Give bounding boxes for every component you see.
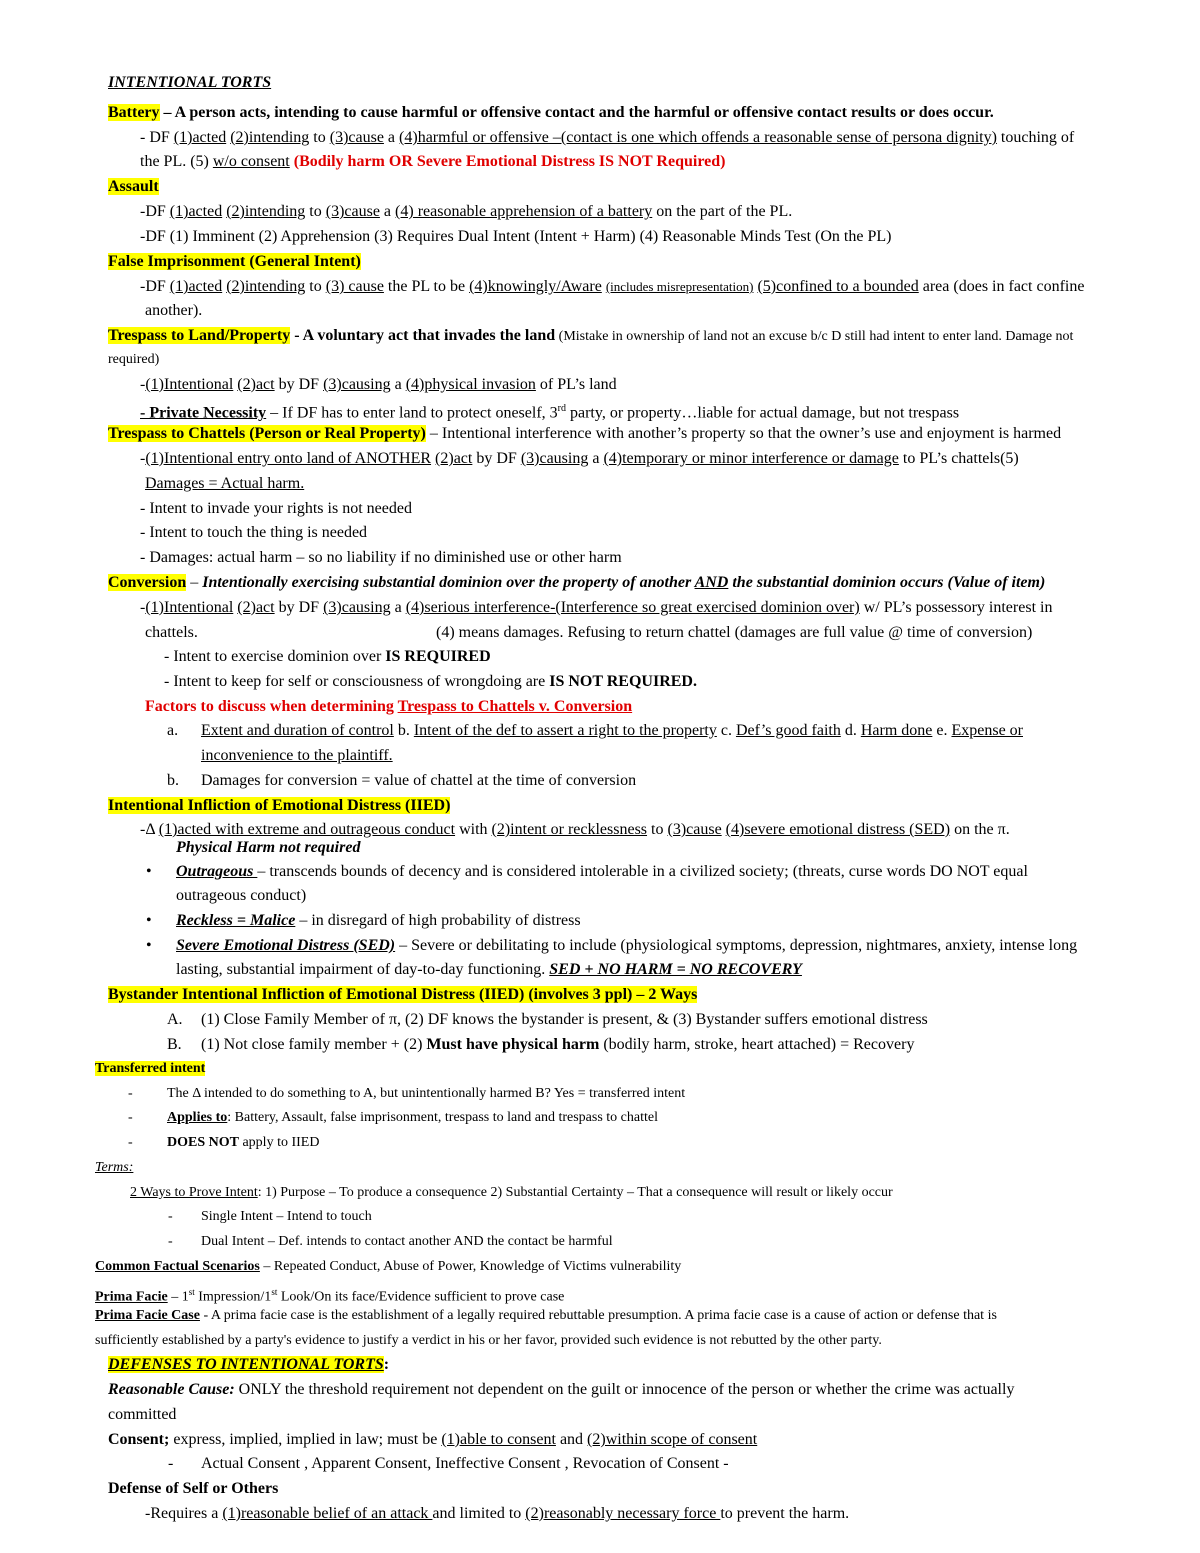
- element: (2)intending: [226, 203, 306, 220]
- conversion-definition: the substantial dominion occurs (Value of item): [728, 574, 1046, 591]
- term: Reckless = Malice: [176, 912, 296, 929]
- battery-heading: Battery: [108, 104, 160, 121]
- iied-outrageous-continued: outrageous conduct): [176, 887, 307, 904]
- element-harmful: (4)harmful or offensive –(contact is one which offends a reasonable sense of persona dignity): [399, 129, 997, 146]
- text: touching of: [996, 129, 1075, 146]
- factor: Extent and duration of control: [201, 722, 394, 739]
- term: 2 Ways to Prove Intent: [130, 1185, 258, 1200]
- list-dash: -: [128, 1110, 133, 1125]
- list-dash: -: [168, 1209, 173, 1224]
- term: Prima Facie Case: [95, 1308, 200, 1323]
- element-acted: (1)acted: [173, 129, 227, 146]
- text: a: [379, 203, 396, 220]
- text: : Battery, Assault, false imprisonment, trespass to land and trespass to chattel: [227, 1110, 658, 1125]
- trespass-chattels-definition: – Intentional interference with another’s property so that the owner’s use and enjoyment is harmed: [425, 425, 1062, 442]
- terms-heading: Terms:: [95, 1160, 134, 1175]
- element: (1)reasonable belief of an attack: [222, 1505, 433, 1522]
- conversion-heading: Conversion: [108, 574, 187, 591]
- text: - Intent to exercise dominion over: [164, 648, 386, 665]
- text: area (does in fact confine: [918, 278, 1085, 295]
- text: –: [186, 574, 203, 591]
- bullet-icon: •: [146, 863, 152, 880]
- text: – If DF has to enter land to protect oneself, 3: [266, 404, 558, 422]
- element: (1)Intentional: [145, 376, 234, 393]
- trespass-land-note: (Mistake in ownership of land not an excuse b/c D still had intent to enter land. Damage not: [555, 329, 1074, 344]
- text: -DF: [140, 278, 170, 295]
- false-imprisonment-heading-line: [108, 251, 361, 273]
- page-title: INTENTIONAL TORTS: [108, 74, 272, 91]
- text: (1) Not close family member + (2): [201, 1036, 427, 1053]
- text: -Δ: [140, 821, 159, 838]
- conversion-intent-line: [164, 646, 491, 668]
- list-marker: b.: [167, 772, 179, 789]
- terms-dual-intent: Dual Intent – Def. intends to contact another AND the contact be harmful: [201, 1234, 613, 1249]
- emphasis: IS NOT REQUIRED.: [549, 673, 697, 690]
- conversion-definition: Intentionally exercising substantial dominion over the property of another: [202, 574, 695, 591]
- element: (1)acted: [169, 203, 223, 220]
- text: – 1: [167, 1289, 189, 1305]
- factor: Harm done: [860, 722, 933, 739]
- element-cause: (3)cause: [329, 129, 384, 146]
- private-necessity-line: [140, 398, 959, 424]
- text: – transcends bounds of decency and is considered intolerable in a civilized society; (threats, curse words DO NOT equal: [257, 863, 1028, 880]
- term: Outrageous: [176, 863, 258, 880]
- factor: Intent of the def to assert a right to the property: [413, 722, 717, 739]
- factor: Def’s good faith: [735, 722, 841, 739]
- assault-elements-line: [140, 201, 792, 223]
- text: to: [305, 203, 326, 220]
- iied-sed-continued: [176, 959, 802, 981]
- iied-physical-harm-note: Physical Harm not required: [176, 839, 361, 856]
- list-dash: -: [128, 1135, 133, 1150]
- element: (2)act: [237, 376, 275, 393]
- term: Applies to: [167, 1110, 228, 1125]
- bystander-way-b: [201, 1034, 914, 1056]
- element: (3)cause: [667, 821, 722, 838]
- text: by DF: [274, 599, 324, 616]
- element: (4)serious interference-(Interference so great exercised dominion over): [405, 599, 860, 616]
- element: (2)act: [237, 599, 275, 616]
- text: :: [383, 1356, 390, 1373]
- text: -: [140, 450, 146, 467]
- text: apply to IIED: [238, 1135, 320, 1150]
- superscript: rd: [557, 403, 566, 414]
- text: e.: [932, 722, 952, 739]
- element: (4)knowingly/Aware: [469, 278, 602, 295]
- element: (3)causing: [520, 450, 589, 467]
- text: a: [588, 450, 604, 467]
- list-marker: B.: [167, 1036, 182, 1053]
- factors-subject: Trespass to Chattels v. Conversion: [397, 698, 633, 715]
- trespass-land-elements-line: [140, 374, 617, 396]
- element: (2)act: [435, 450, 473, 467]
- text: (bodily harm, stroke, heart attached) = Recovery: [599, 1036, 915, 1053]
- conversion-damages-note: (4) means damages. Refusing to return chattel (damages are full value @ time of conversion): [436, 624, 1033, 641]
- text: a: [390, 376, 406, 393]
- battery-note: (Bodily harm OR Severe Emotional Distress IS NOT Required): [293, 153, 726, 170]
- element: (4)physical invasion: [405, 376, 536, 393]
- text: and limited to: [432, 1505, 526, 1522]
- trespass-chattels-damages: Damages = Actual harm.: [145, 475, 305, 492]
- text: the PL to be: [383, 278, 470, 295]
- text: ONLY the threshold requirement not dependent on the guilt or innocence of the person or whether the crime was actually: [234, 1381, 1015, 1398]
- text: - A prima facie case is the establishment of a legally required rebuttable presumption. A prima facie case is a cause of action or defense that is: [199, 1308, 997, 1323]
- defense-of-self-heading: Defense of Self or Others: [108, 1480, 279, 1497]
- text: – Repeated Conduct, Abuse of Power, Knowledge of Victims vulnerability: [259, 1259, 682, 1274]
- bystander-heading: Bystander Intentional Infliction of Emotional Distress (IIED) (involves 3 ppl) – 2 Ways: [108, 986, 698, 1003]
- text: express, implied, implied in law; must be: [169, 1431, 442, 1448]
- transferred-line: [167, 1132, 319, 1154]
- list-dash: -: [128, 1086, 133, 1101]
- prima-facie-case-line: [95, 1305, 997, 1327]
- conversion-intent-line: [164, 671, 697, 693]
- iied-heading: Intentional Infliction of Emotional Distress (IIED): [108, 797, 451, 814]
- trespass-chattels-heading-line: [108, 423, 1061, 445]
- text: – in disregard of high probability of distress: [295, 912, 581, 929]
- element: (2)reasonably necessary force: [525, 1505, 721, 1522]
- conversion-chattels: chattels.: [145, 624, 198, 641]
- term: Consent;: [108, 1431, 170, 1448]
- superscript: st: [188, 1287, 195, 1297]
- conversion-heading-line: [108, 572, 1045, 594]
- term: Severe Emotional Distress (SED): [176, 937, 396, 954]
- trespass-land-heading: Trespass to Land/Property: [108, 327, 291, 344]
- emphasis: DOES NOT: [167, 1135, 239, 1150]
- terms-single-intent: Single Intent – Intend to touch: [201, 1209, 372, 1224]
- element: (4)severe emotional distress (SED): [725, 821, 951, 838]
- text: c.: [716, 722, 736, 739]
- text: by DF: [472, 450, 521, 467]
- iied-sed-line: [176, 935, 1077, 957]
- text: a: [390, 599, 406, 616]
- bullet-icon: •: [146, 937, 152, 954]
- text: of PL’s land: [535, 376, 617, 393]
- factor: Expense or: [951, 722, 1023, 739]
- transferred-line: The Δ intended to do something to A, but unintentionally harmed B? Yes = transferred intent: [167, 1086, 686, 1101]
- text: Factors to discuss when determining: [145, 698, 398, 715]
- text: -Requires a: [145, 1505, 223, 1522]
- element: (1)acted: [169, 278, 223, 295]
- text: Look/On its face/Evidence sufficient to prove case: [277, 1289, 565, 1305]
- text: to prevent the harm.: [720, 1505, 850, 1522]
- battery-elements-line: [140, 127, 1074, 149]
- text: w/ PL’s possessory interest in: [859, 599, 1053, 616]
- defense-of-self-line: [145, 1503, 849, 1525]
- iied-heading-line: [108, 795, 450, 817]
- superscript: st: [271, 1287, 278, 1297]
- battery-definition: – A person acts, intending to cause harmful or offensive contact and the harmful or offensive contact results or does occur.: [159, 104, 994, 121]
- reasonable-cause-continued: committed: [108, 1406, 177, 1423]
- text: to: [647, 821, 668, 838]
- trespass-chattels-point: - Intent to touch the thing is needed: [140, 524, 368, 541]
- defenses-title: DEFENSES TO INTENTIONAL TORTS: [108, 1356, 384, 1373]
- trespass-land-heading-line: [108, 325, 1073, 348]
- element: (2)within scope of consent: [587, 1431, 758, 1448]
- emphasis: IS REQUIRED: [385, 648, 491, 665]
- element-intending: (2)intending: [230, 129, 310, 146]
- trespass-chattels-point: - Intent to invade your rights is not needed: [140, 500, 412, 517]
- text: by DF: [274, 376, 324, 393]
- transferred-intent-heading: Transferred intent: [95, 1061, 206, 1076]
- defenses-title-line: [108, 1354, 389, 1376]
- consent-line: [108, 1429, 757, 1451]
- battery-definition-line: [108, 102, 994, 124]
- element: (3)causing: [323, 376, 391, 393]
- transferred-line: [167, 1107, 658, 1129]
- list-dash: -: [168, 1234, 173, 1249]
- terms-intent-line: [130, 1182, 893, 1204]
- element: (1)able to consent: [441, 1431, 556, 1448]
- false-imprisonment-elements-line: [140, 276, 1084, 298]
- text: with: [455, 821, 492, 838]
- element: (3) cause: [325, 278, 384, 295]
- term: Common Factual Scenarios: [95, 1259, 260, 1274]
- element: (2)intending: [226, 278, 306, 295]
- text: -DF: [140, 203, 170, 220]
- assault-heading-line: [108, 176, 159, 198]
- text: a: [383, 129, 400, 146]
- element: (3)causing: [323, 599, 391, 616]
- conversion-elements-line: [140, 597, 1052, 619]
- prima-facie-case-continued: sufficiently established by a party's evidence to justify a verdict in his or her favor, provided such evidence is not rebutted by the other party.: [95, 1333, 882, 1348]
- element: (1)Intentional: [145, 599, 234, 616]
- false-imprisonment-heading: False Imprisonment (General Intent): [108, 253, 361, 270]
- consent-types: Actual Consent , Apparent Consent, Ineffective Consent , Revocation of Consent -: [201, 1455, 729, 1472]
- text: -: [140, 376, 146, 393]
- element-note: (includes misrepresentation): [605, 279, 754, 294]
- false-imprisonment-continued: another).: [145, 302, 203, 319]
- text: lasting, substantial impairment of day-to-day functioning.: [176, 961, 550, 978]
- bystander-way-a: (1) Close Family Member of π, (2) DF knows the bystander is present, & (3) Bystander suffers emotional distress: [201, 1011, 928, 1028]
- trespass-chattels-elements-line: [140, 448, 1019, 470]
- conversion-and: AND: [694, 574, 729, 591]
- element: (2)intent or recklessness: [491, 821, 648, 838]
- common-factual-scenarios-line: [95, 1256, 681, 1278]
- text: party, or property…liable for actual damage, but not trespass: [566, 404, 960, 422]
- reasonable-cause-line: [108, 1379, 1014, 1401]
- element: (3)cause: [325, 203, 380, 220]
- element: (4) reasonable apprehension of a battery: [395, 203, 653, 220]
- battery-consent-line: [140, 151, 725, 173]
- bystander-heading-line: [108, 984, 697, 1006]
- text: to: [309, 129, 330, 146]
- term: Reasonable Cause:: [108, 1381, 235, 1398]
- term: Prima Facie: [95, 1289, 168, 1305]
- text: – Severe or debilitating to include (physiological symptoms, depression, nightmares, anxiety, intense long: [395, 937, 1078, 954]
- text: on the part of the PL.: [652, 203, 793, 220]
- text: the PL. (5): [140, 153, 213, 170]
- element-consent: w/o consent: [212, 153, 290, 170]
- trespass-land-definition: - A voluntary act that invades the land: [290, 327, 556, 344]
- element: (4)temporary or minor interference or damage: [603, 450, 899, 467]
- list-dash: -: [168, 1455, 174, 1472]
- iied-outrageous-line: [176, 861, 1028, 883]
- text: to PL’s chattels(5): [898, 450, 1019, 467]
- factors-list-item: [201, 720, 1023, 742]
- factors-list-item: Damages for conversion = value of chattel at the time of conversion: [201, 772, 637, 789]
- text: - Intent to keep for self or consciousness of wrongdoing are: [164, 673, 550, 690]
- emphasis: SED + NO HARM = NO RECOVERY: [549, 961, 802, 978]
- text: and: [555, 1431, 588, 1448]
- assault-requirements-line: -DF (1) Imminent (2) Apprehension (3) Requires Dual Intent (Intent + Harm) (4) Reasonable Minds Test (On the PL): [140, 228, 892, 245]
- iied-reckless-line: [176, 910, 581, 932]
- text: to: [305, 278, 326, 295]
- trespass-chattels-point: - Damages: actual harm – so no liability if no diminished use or other harm: [140, 549, 622, 566]
- factors-heading: [145, 696, 632, 718]
- private-necessity-label: - Private Necessity: [140, 404, 267, 422]
- text: b.: [393, 722, 414, 739]
- factors-list-item-continued: inconvenience to the plaintiff.: [201, 747, 393, 764]
- text: -: [140, 599, 146, 616]
- transferred-heading-line: [95, 1058, 205, 1080]
- element: (1)acted with extreme and outrageous conduct: [158, 821, 456, 838]
- element: (5)confined to a bounded: [757, 278, 919, 295]
- list-marker: a.: [167, 722, 179, 739]
- list-marker: A.: [167, 1011, 183, 1028]
- text: : 1) Purpose – To produce a consequence 2) Substantial Certainty – That a consequence will result or likely occur: [257, 1185, 893, 1200]
- text: - DF: [140, 129, 174, 146]
- text: on the π.: [950, 821, 1010, 838]
- trespass-land-note-continued: required): [108, 352, 160, 367]
- emphasis: Must have physical harm: [426, 1036, 600, 1053]
- assault-heading: Assault: [108, 178, 159, 195]
- bullet-icon: •: [146, 912, 152, 929]
- trespass-chattels-heading: Trespass to Chattels (Person or Real Property): [108, 425, 426, 442]
- text: d.: [840, 722, 861, 739]
- text: Impression/1: [194, 1289, 272, 1305]
- element: (1)Intentional entry onto land of ANOTHER: [145, 450, 432, 467]
